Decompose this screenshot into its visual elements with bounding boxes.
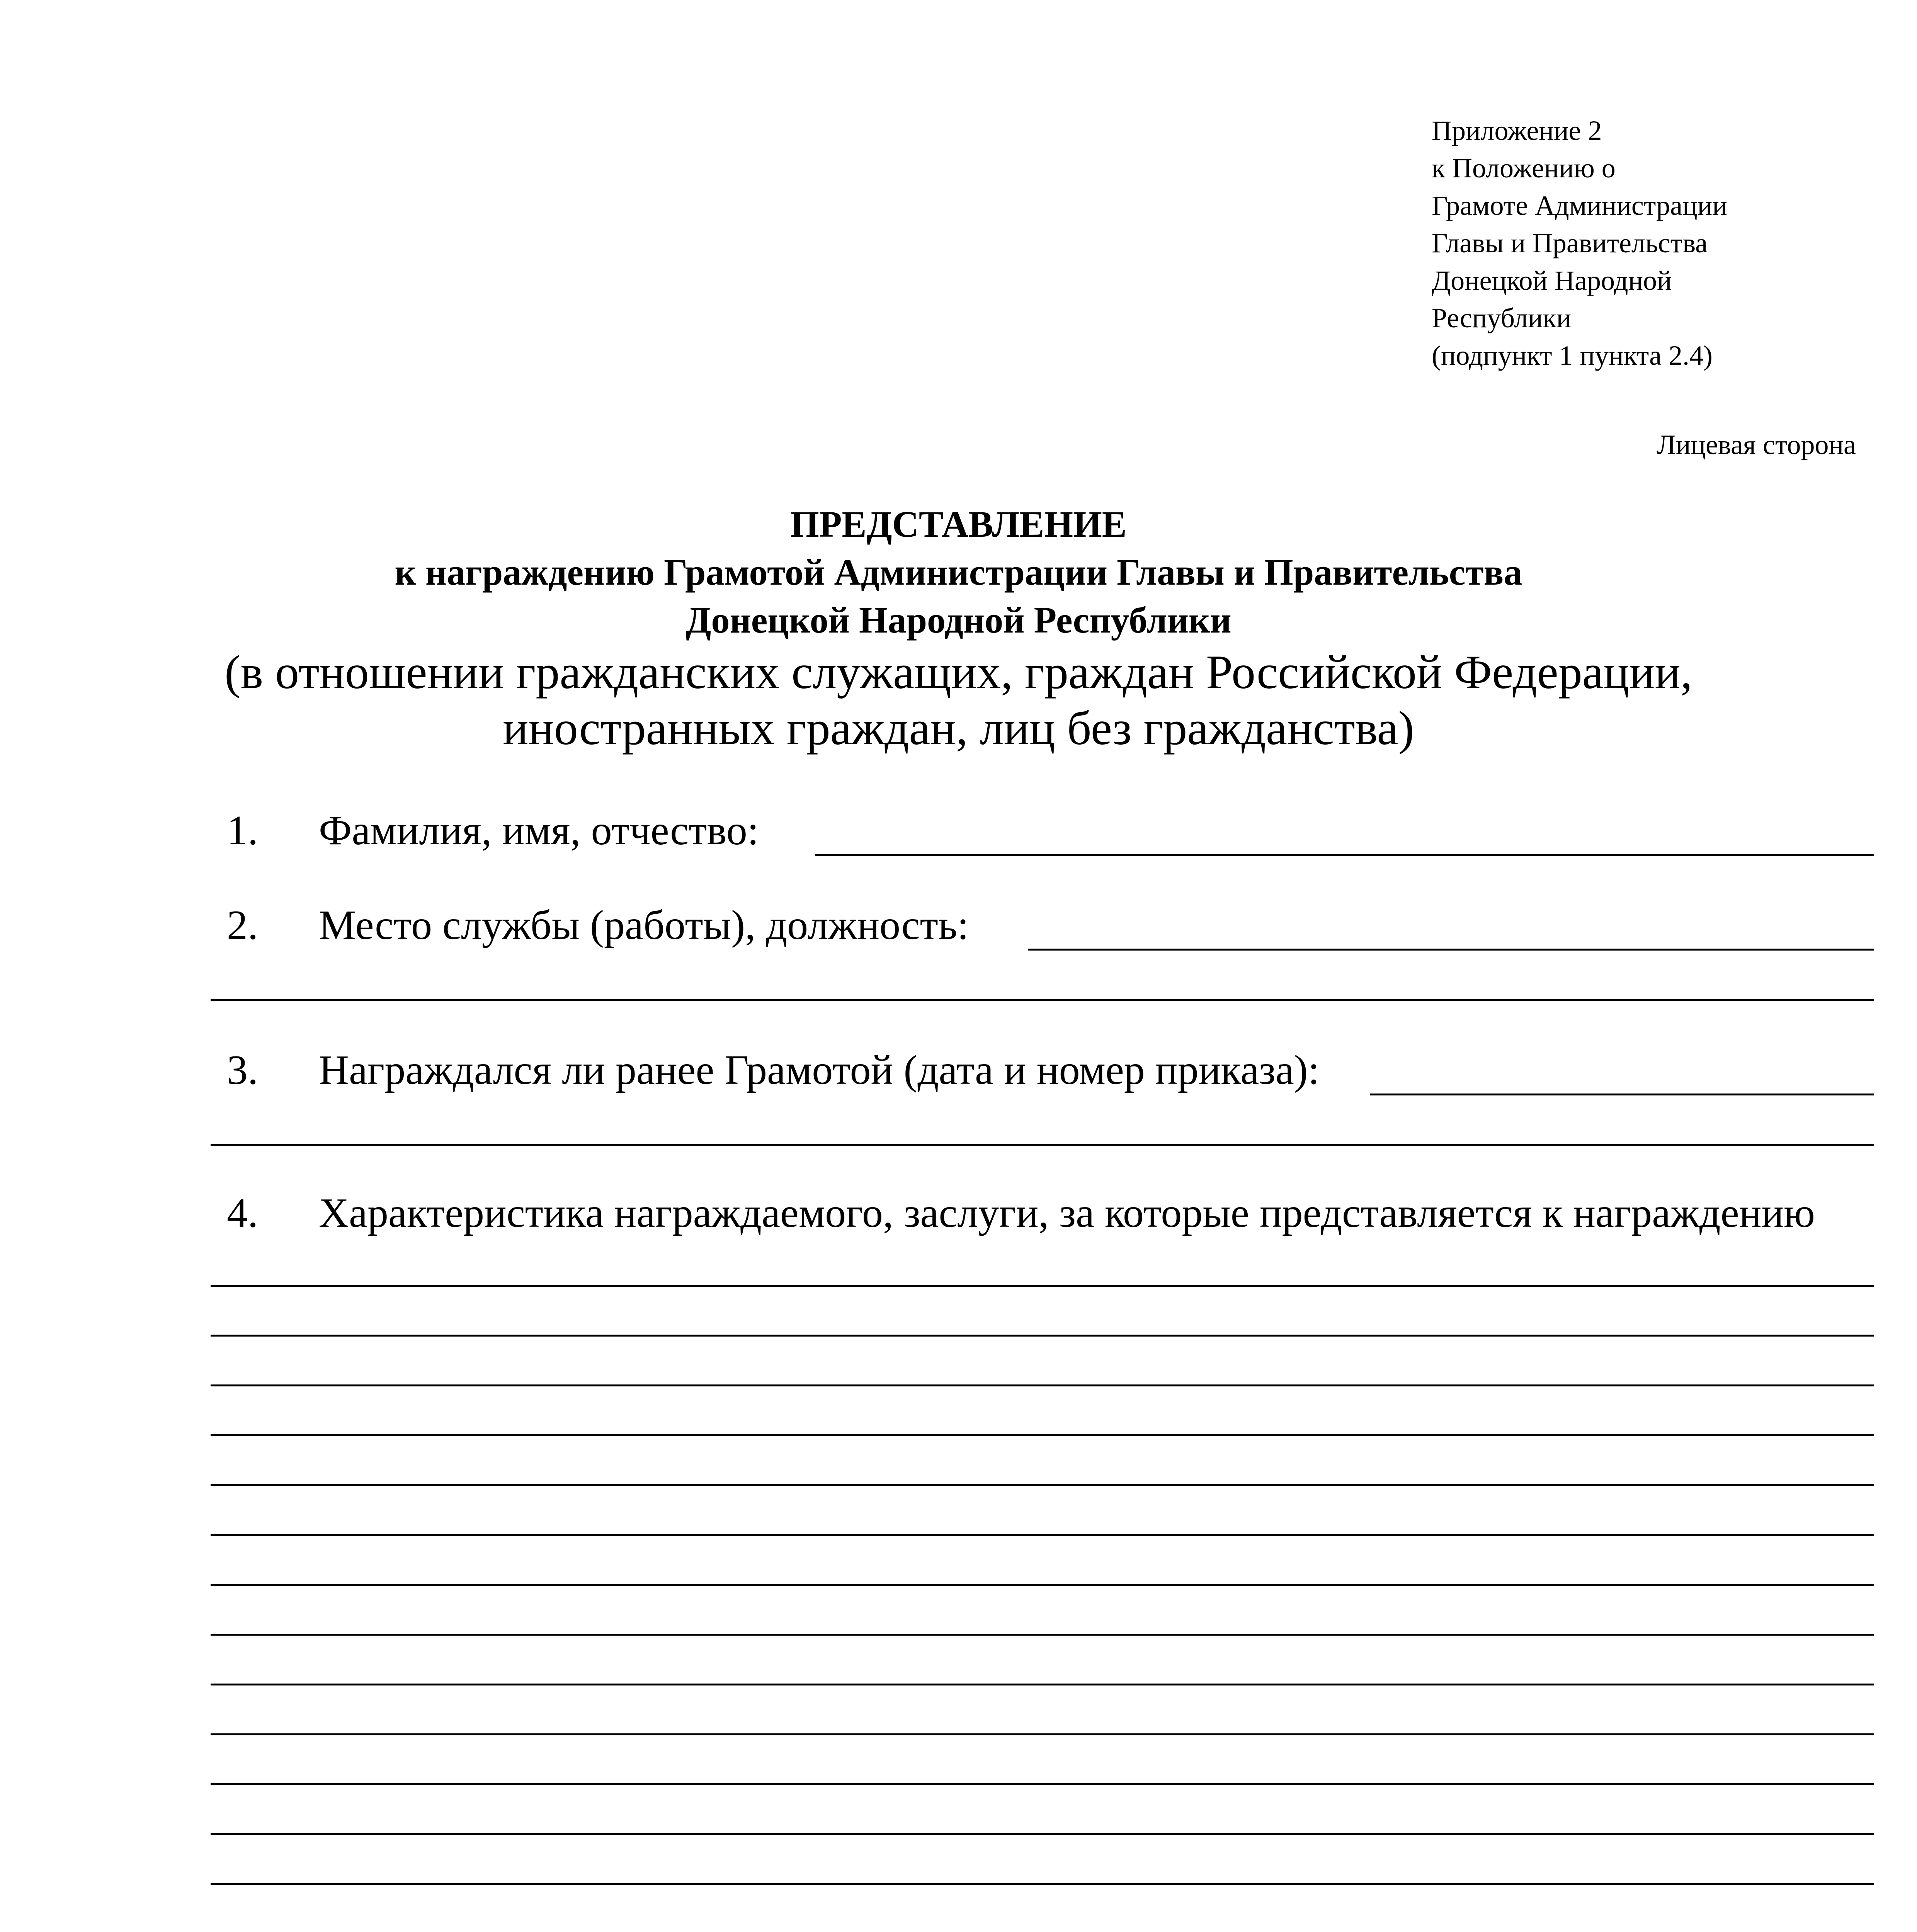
item-3-label: Награждался ли ранее Грамотой (дата и номер приказа): — [319, 1047, 1320, 1093]
appendix-line: (подпункт 1 пункта 2.4) — [1432, 340, 1713, 371]
item-2-number: 2. — [227, 902, 258, 948]
appendix-line: Донецкой Народной — [1432, 265, 1672, 296]
characteristics-line[interactable] — [211, 1384, 1874, 1386]
characteristics-line[interactable] — [211, 1534, 1874, 1536]
appendix-line: к Положению о — [1432, 153, 1616, 184]
item-3-number: 3. — [227, 1047, 258, 1093]
appendix-line: Главы и Правительства — [1432, 228, 1708, 259]
workplace-field[interactable] — [1028, 949, 1874, 951]
full-name-field[interactable] — [815, 854, 1874, 856]
previous-award-field-continued[interactable] — [211, 1144, 1874, 1146]
characteristics-line[interactable] — [211, 1833, 1874, 1835]
title-sub-2: иностранных граждан, лиц без гражданства) — [503, 702, 1414, 755]
characteristics-line[interactable] — [211, 1883, 1874, 1885]
workplace-field-continued[interactable] — [211, 999, 1874, 1001]
characteristics-line[interactable] — [211, 1634, 1874, 1636]
previous-award-field[interactable] — [1370, 1094, 1874, 1095]
characteristics-line[interactable] — [211, 1783, 1874, 1785]
item-1-label: Фамилия, имя, отчество: — [319, 808, 759, 854]
item-1-number: 1. — [227, 808, 258, 854]
characteristics-line[interactable] — [211, 1335, 1874, 1337]
document-title — [0, 500, 1917, 756]
appendix-line: Грамоте Администрации — [1432, 190, 1727, 221]
appendix-note — [1432, 112, 1727, 374]
characteristics-line[interactable] — [211, 1484, 1874, 1486]
title-sub-1: (в отношении гражданских служащих, граждан Российской Федерации, — [225, 646, 1692, 699]
characteristics-line[interactable] — [211, 1434, 1874, 1436]
appendix-line: Республики — [1432, 303, 1572, 333]
side-label: Лицевая сторона — [1657, 429, 1856, 460]
item-4-number: 4. — [227, 1190, 258, 1236]
item-2-label: Место службы (работы), должность: — [319, 902, 969, 948]
title-line-2: к награждению Грамотой Администрации Главы и Правительства — [395, 551, 1522, 593]
title-main: ПРЕДСТАВЛЕНИЕ — [790, 503, 1127, 545]
characteristics-line[interactable] — [211, 1584, 1874, 1586]
appendix-line: Приложение 2 — [1432, 115, 1602, 146]
characteristics-line[interactable] — [211, 1684, 1874, 1685]
characteristics-line[interactable] — [211, 1285, 1874, 1287]
item-4-label: Характеристика награждаемого, заслуги, за которые представляется к награждению — [319, 1190, 1815, 1236]
title-line-3: Донецкой Народной Республики — [685, 599, 1232, 641]
characteristics-line[interactable] — [211, 1733, 1874, 1735]
